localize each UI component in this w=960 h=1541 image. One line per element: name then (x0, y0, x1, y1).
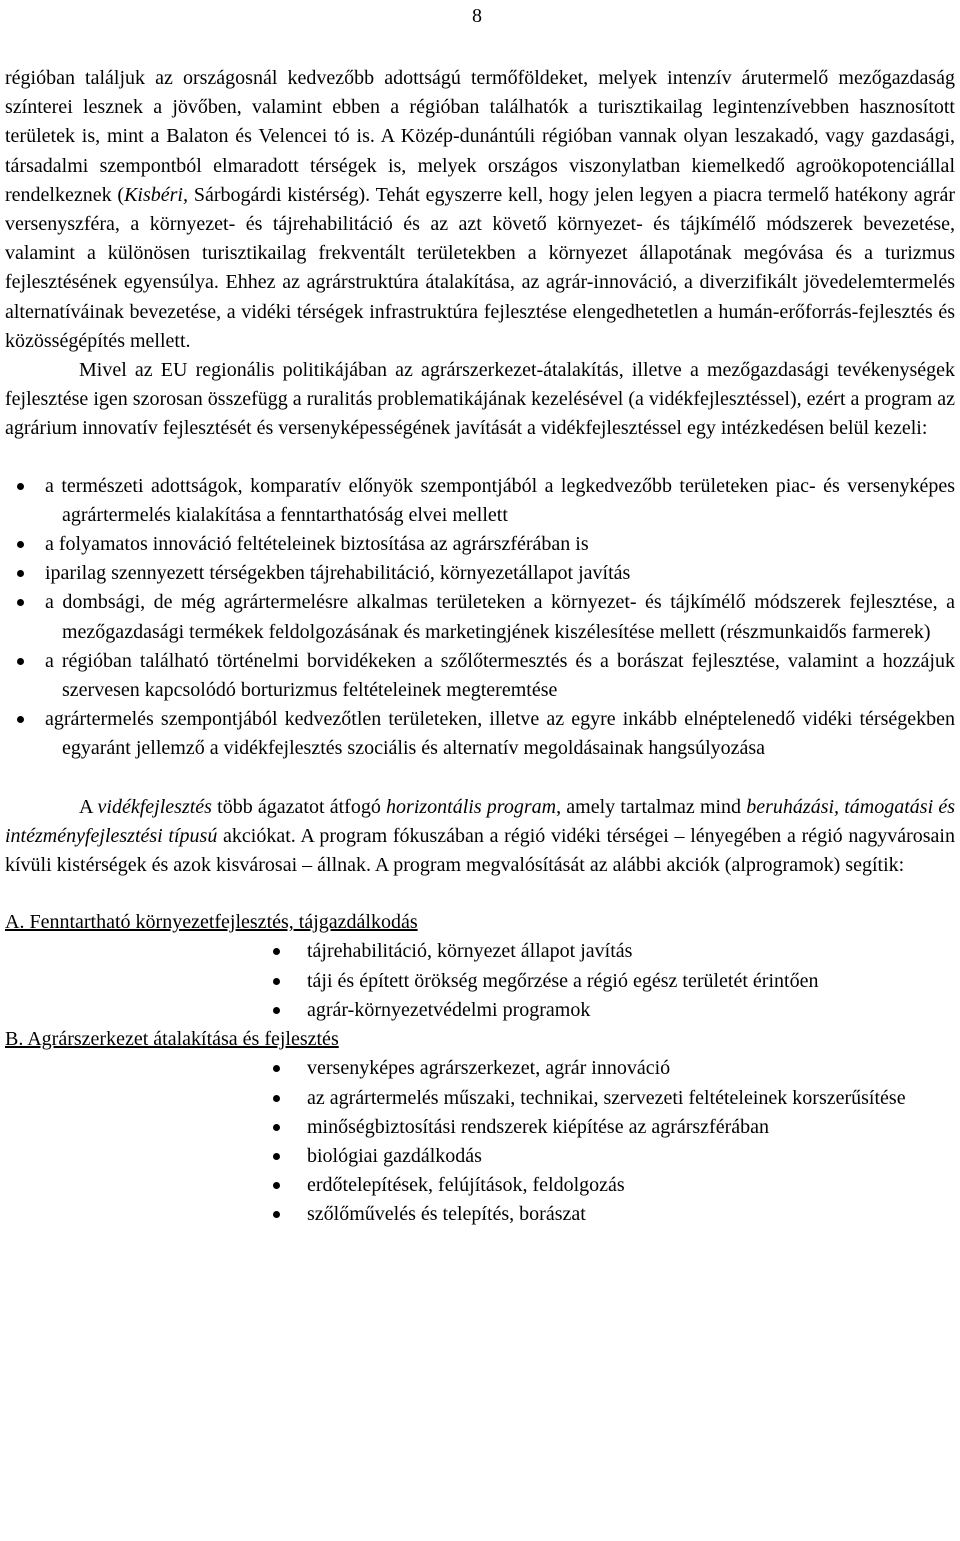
list-item: tájrehabilitáció, környezet állapot javítás (5, 937, 955, 966)
paragraph-rural-development: A vidékfejlesztés több ágazatot átfogó horizontális program, amely tartalmaz mind beruházási, támogatási és intézményfejlesztési típusú akciókat. A program fókuszában a régió vidéki térségei – lényegében a régió nagyvárosain kívüli kistérségek és azok kisvárosai – állnak. A program megvalósítását az alábbi akciók (alprogramok) segítik: (5, 795, 956, 877)
list-item: minőségbiztosítási rendszerek kiépítése az agrárszférában (5, 1113, 955, 1142)
measures-list (5, 472, 955, 764)
list-item: a folyamatos innováció feltételeinek biztosítása az agrárszférában is (5, 530, 955, 559)
document-body (5, 64, 955, 1230)
section-a-title: A. Fenntartható környezetfejlesztés, tájgazdálkodás (5, 911, 418, 934)
paragraph-eu-policy: Mivel az EU regionális politikájában az agrárszerkezet-átalakítás, illetve a mezőgazdasági tevékenységek fejlesztése igen szorosan összefügg a ruralitás problematikájának kezelésével (a vidékfejlesztéssel), ezért a program az agrárium innovatív fejlesztését és versenyképességének javítását a vidékfejlesztéssel egy intézkedésen belül kezeli: (5, 359, 955, 440)
section-a-list (5, 937, 955, 1025)
page-number: 8 (472, 5, 482, 27)
list-item: agrár-környezetvédelmi programok (5, 996, 955, 1025)
list-item: versenyképes agrárszerkezet, agrár innováció (5, 1054, 955, 1083)
list-item: a dombsági, de még agrártermelésre alkalmas területeken a környezet- és tájkímélő módszerek fejlesztése, a mezőgazdasági termékek feldolgozásának és marketingjének kiszélesítése mellett (részmunkaidős farmerek) (5, 588, 955, 646)
list-item: biológiai gazdálkodás (5, 1142, 955, 1171)
list-item: szőlőművelés és telepítés, borászat (5, 1200, 955, 1229)
list-item: táji és épített örökség megőrzése a régió egész területét érintően (5, 967, 955, 996)
section-b-title: B. Agrárszerkezet átalakítása és fejlesztés (5, 1028, 339, 1051)
section-b-list (5, 1054, 955, 1229)
list-item: iparilag szennyezett térségekben tájrehabilitáció, környezetállapot javítás (5, 559, 955, 588)
list-item: az agrártermelés műszaki, technikai, szervezeti feltételeinek korszerűsítése (5, 1084, 955, 1113)
list-item: a természeti adottságok, komparatív előnyök szempontjából a legkedvezőbb területeken piac- és versenyképes agrártermelés kialakítása a fenntarthatóság elvei mellett (5, 472, 955, 530)
list-item: agrártermelés szempontjából kedvezőtlen területeken, illetve az egyre inkább elnéptelenedő vidéki térségekben egyaránt jellemző a vidékfejlesztés szociális és alternatív megoldásainak hangsúlyozása (5, 705, 955, 763)
paragraph-intro: régióban találjuk az országosnál kedvezőbb adottságú termőföldeket, melyek intenzív árutermelő mezőgazdaság színterei lesznek a jövőben, valamint ebben a régióban találhatók a turisztikailag legintenzívebben hasznosított területek is, mint a Balaton és Velencei tó is. A Közép-dunántúli régióban vannak olyan leszakadó, vagy gazdasági, társadalmi szempontból elmaradott térségek is, melyek országos viszonylatban kiemelkedő agroökopotenciállal rendelkeznek (Kisbéri, Sárbogárdi kistérség). Tehát egyszerre kell, hogy jelen legyen a piacra termelő hatékony agrár versenyszféra, a környezet- és tájrehabilitáció és az azt követő környezet- és tájkímélő módszerek bevezetése, valamint a különösen turisztikailag frekventált területekben a környezet állapotának megóvása és a turizmus fejlesztésének egyensúlya. Ehhez az agrárstruktúra átalakítása, az agrár-innováció, a diverzifikált jövedelemtermelés alternatíváinak bevezetése, a vidéki térségek infrastruktúra fejlesztése elengedhetetlen a humán-erőforrás-fejlesztés és közösségépítés mellett. (5, 67, 956, 352)
list-item: a régióban található történelmi borvidékeken a szőlőtermesztés és a borászat fejlesztése, valamint a hozzájuk szervesen kapcsolódó borturizmus feltételeinek megteremtése (5, 647, 955, 705)
list-item: erdőtelepítések, felújítások, feldolgozás (5, 1171, 955, 1200)
